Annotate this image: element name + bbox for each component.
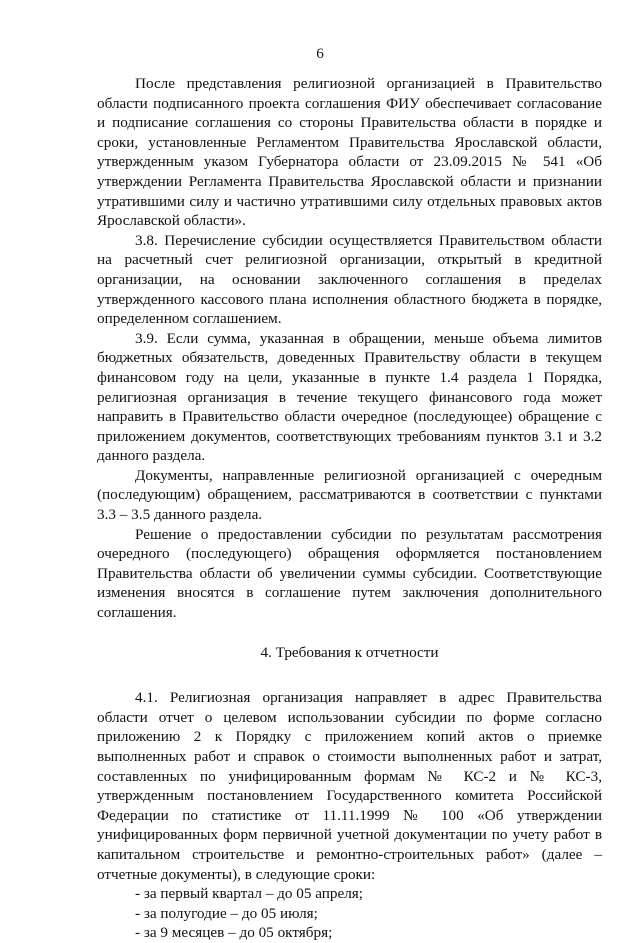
deadline-list: [97, 884, 602, 943]
list-item: - за полугодие – до 05 июля;: [135, 904, 318, 922]
section-heading: 4. Требования к отчетности: [260, 643, 439, 661]
page-number: 6: [316, 45, 324, 62]
paragraph-documents: Документы, направленные религиозной организацией с очередным (последующим) обращением, рассматриваются в соответствии с пунктами 3.3 – 3.5 данного раздела.: [97, 466, 602, 524]
paragraph-approval: После представления религиозной организацией в Правительство области подписанного проекта соглашения ФИУ обеспечивает согласование и подписание соглашения со стороны Правительства области в порядке и сроки, установленные Регламентом Правительства Ярославской области, утвержденным указом Губернатора области от 23.09.2015 № 541 «Об утверждении Регламента Правительства Ярославской области и признании утратившими силу и частично утратившими силу отдельных правовых актов Ярославской области».: [97, 75, 602, 230]
paragraph-3-9: 3.9. Если сумма, указанная в обращении, меньше объема лимитов бюджетных обязательств, доведенных Правительству области в текущем финансовом году на цели, указанные в пункте 1.4 раздела 1 Порядка, религиозная организация в течение текущего финансового года может направить в Правительство области очередное (последующее) обращение с приложением документов, соответствующих требованиям пунктов 3.1 и 3.2 данного раздела.: [97, 329, 602, 465]
list-item: - за первый квартал – до 05 апреля;: [135, 885, 363, 903]
paragraph-3-8: 3.8. Перечисление субсидии осуществляется Правительством области на расчетный счет религиозной организации, открытый в кредитной организации, на основании заключенного соглашения в пределах утвержденного кассового плана исполнения областного бюджета в порядке, определенном соглашением.: [97, 231, 602, 328]
document-body: [97, 74, 602, 943]
paragraph-4-1: 4.1. Религиозная организация направляет в адрес Правительства области отчет о целевом использовании субсидии по форме согласно приложению 2 к Порядку с приложением копий актов о приемке выполненных работ и справок о стоимости выполненных работ и затрат, составленных по унифицированным формам № КС-2 и № КС-3, утвержденным постановлением Государственного комитета Российской Федерации по статистике от 11.11.1999 № 100 «Об утверждении унифицированных форм первичной учетной документации по учету работ в капитальном строительстве и ремонтно-строительных работ» (далее – отчетные документы), в следующие сроки:: [97, 689, 602, 883]
list-item: - за 9 месяцев – до 05 октября;: [135, 924, 333, 942]
paragraph-decision: Решение о предоставлении субсидии по результатам рассмотрения очередного (последующего) обращения оформляется постановлением Правительства области об увеличении суммы субсидии. Соответствующие изменения вносятся в соглашение путем заключения дополнительного соглашения.: [97, 525, 602, 622]
